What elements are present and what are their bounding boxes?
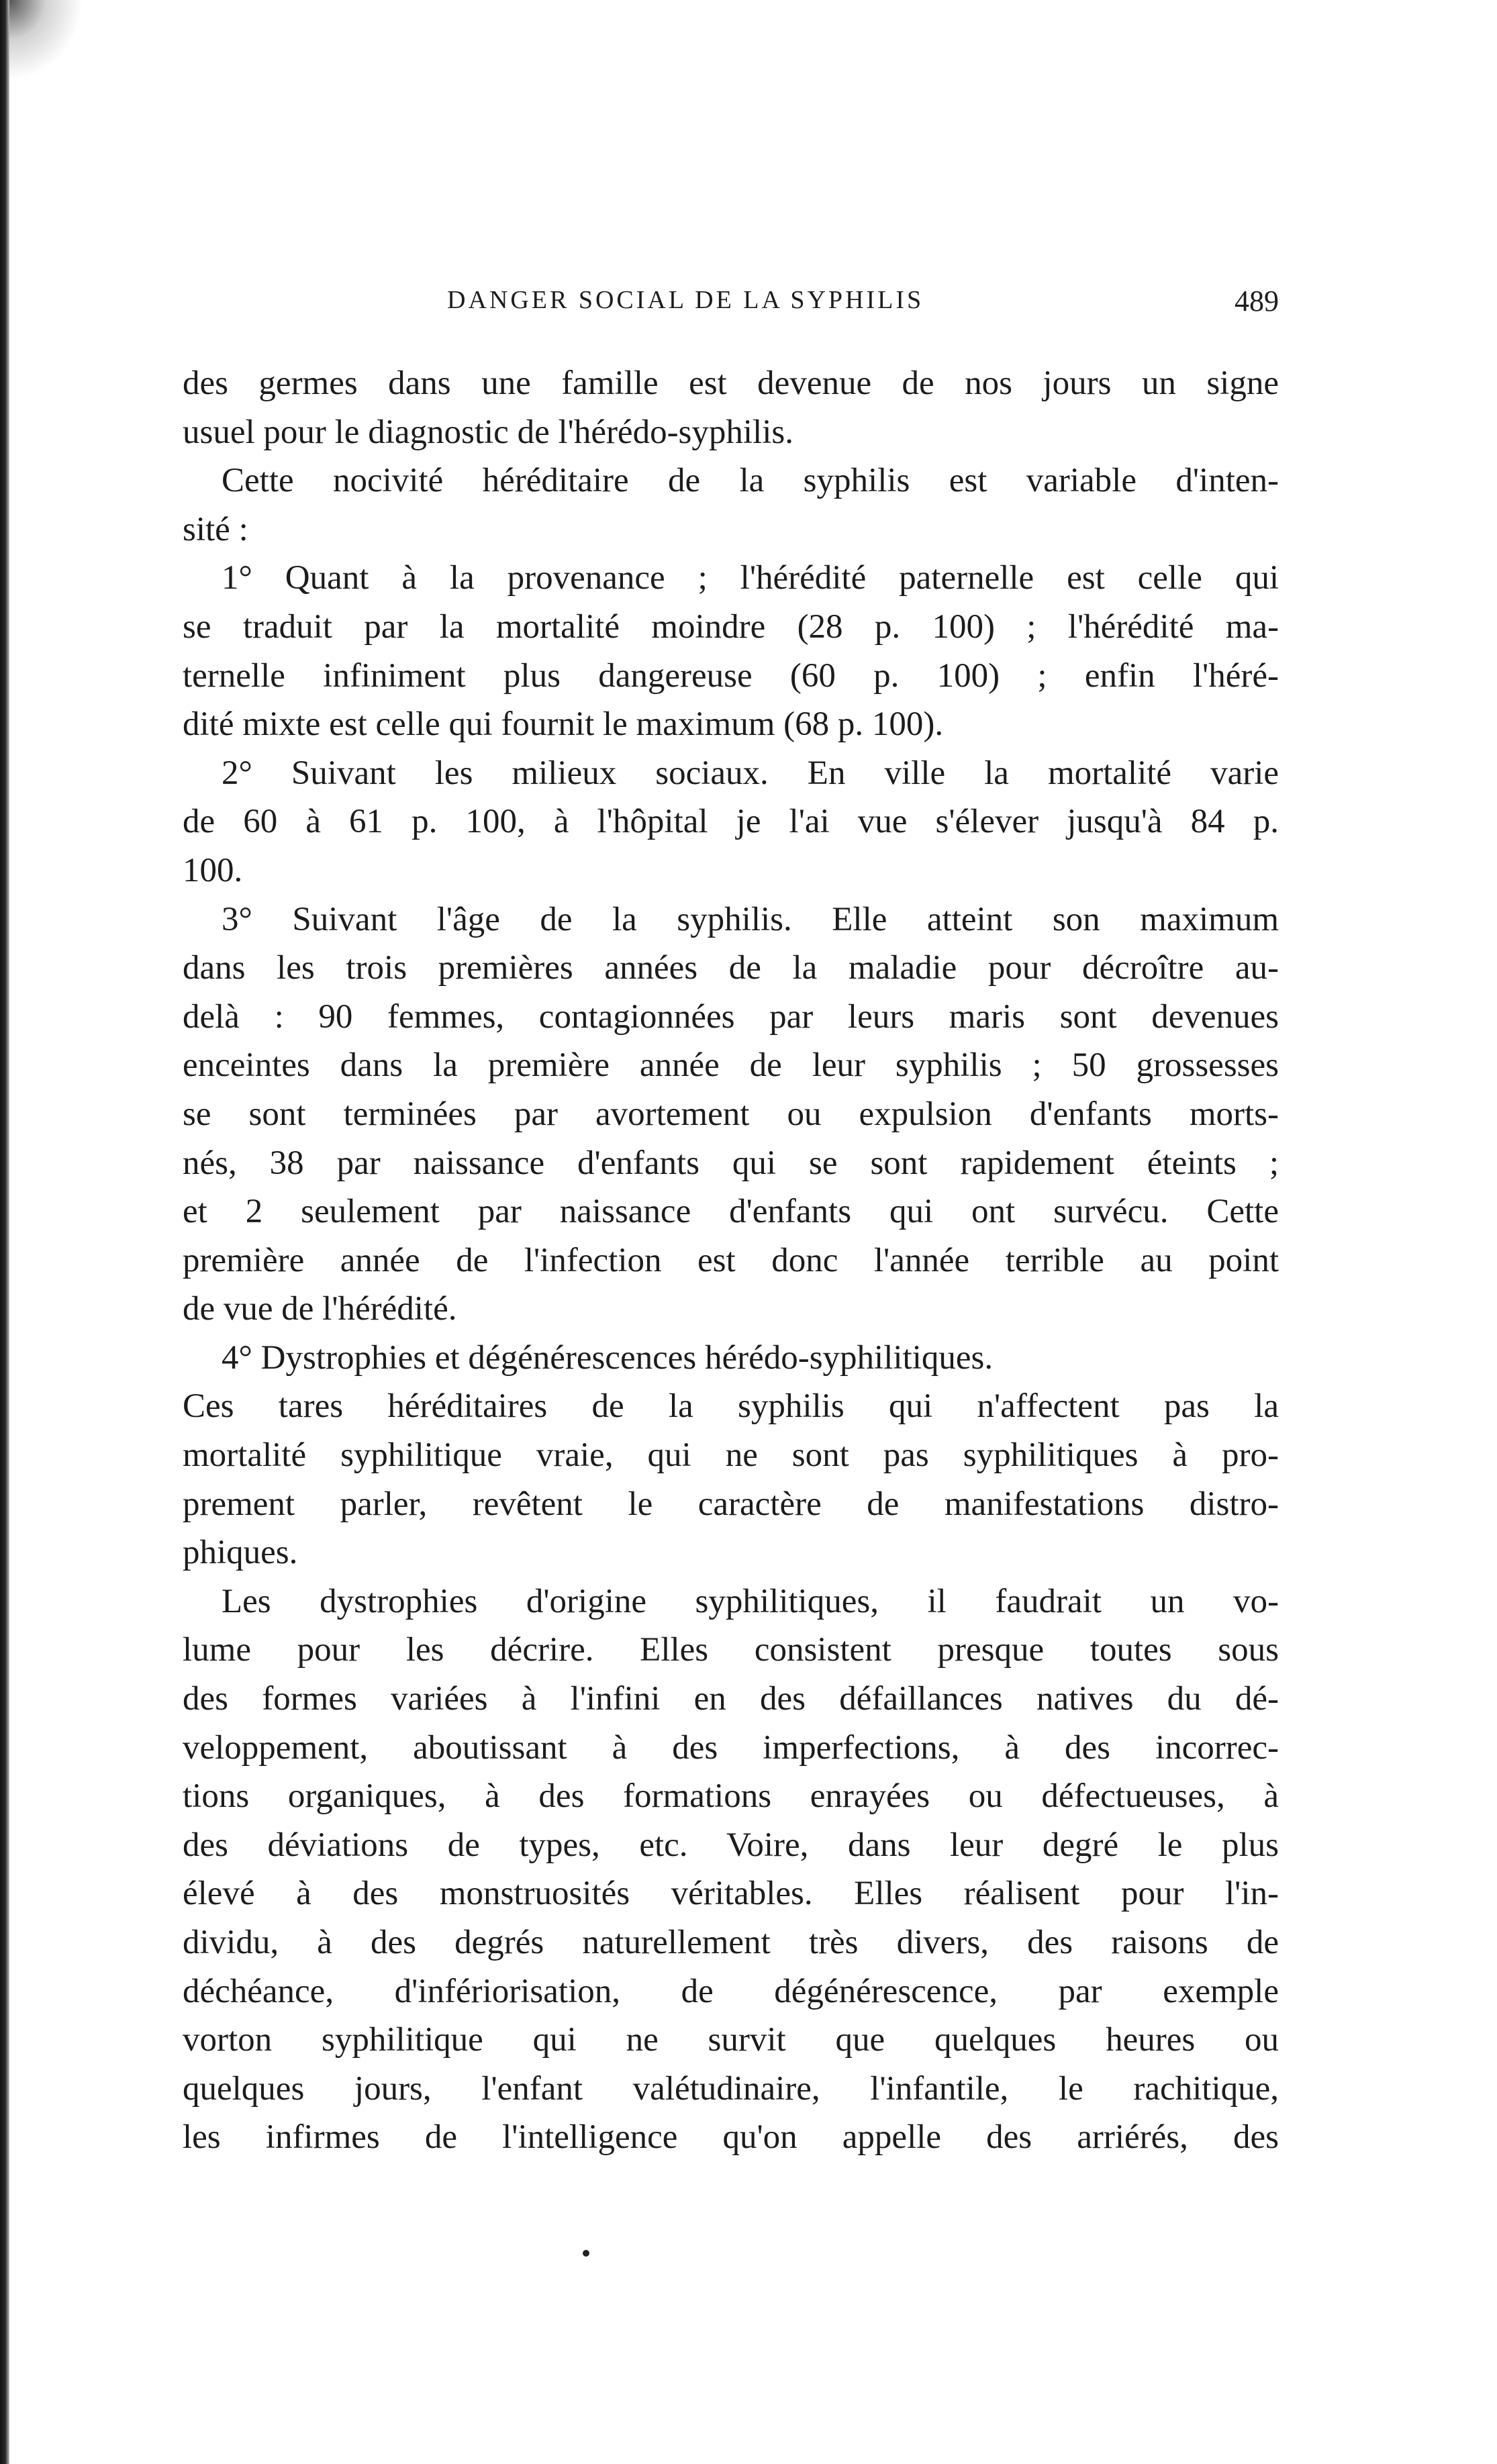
text-line: Ces tares héréditaires de la syphilis qui n'affectent pas la [183, 1387, 1279, 1426]
text-line: mortalité syphilitique vraie, qui ne sont pas syphilitiques à pro- [183, 1436, 1279, 1475]
text-line: 2° Suivant les milieux sociaux. En ville la mortalité varie [222, 754, 1279, 792]
text-line: les infirmes de l'intelligence qu'on appelle des arriérés, des [183, 2118, 1279, 2157]
text-line: quelques jours, l'enfant valétudinaire, l'infantile, le rachitique, [183, 2069, 1279, 2108]
text-line: des déviations de types, etc. Voire, dans leur degré le plus [183, 1826, 1279, 1864]
page-header [183, 285, 1279, 326]
text-line: de vue de l'hérédité. [183, 1290, 457, 1328]
text-line: de 60 à 61 p. 100, à l'hôpital je l'ai vue s'élever jusqu'à 84 p. [183, 803, 1279, 841]
text-line: et 2 seulement par naissance d'enfants qui ont survécu. Cette [183, 1193, 1279, 1231]
printer-mark-dot [583, 2250, 589, 2257]
text-line: 1° Quant à la provenance ; l'hérédité paternelle est celle qui [222, 559, 1279, 597]
text-line: 4° Dystrophies et dégénérescences hérédo-syphilitiques. [222, 1338, 994, 1377]
text-line: enceintes dans la première année de leur syphilis ; 50 grossesses [183, 1046, 1279, 1085]
text-line: lume pour les décrire. Elles consistent presque toutes sous [183, 1631, 1279, 1669]
text-line: delà : 90 femmes, contagionnées par leurs maris sont devenues [183, 997, 1279, 1036]
text-line: Les dystrophies d'origine syphilitiques, il faudrait un vo- [222, 1582, 1279, 1620]
text-line: tions organiques, à des formations enrayées ou défectueuses, à [183, 1777, 1279, 1816]
text-line: phiques. [183, 1534, 298, 1572]
text-line: 100. [183, 851, 243, 889]
text-line: dividu, à des degrés naturellement très divers, des raisons de [183, 1924, 1279, 1961]
text-line: veloppement, aboutissant à des imperfections, à des incorrec- [183, 1728, 1279, 1767]
text-line: nés, 38 par naissance d'enfants qui se sont rapidement éteints ; [183, 1144, 1279, 1182]
running-title: DANGER SOCIAL DE LA SYPHILIS [447, 286, 924, 314]
text-line: se traduit par la mortalité moindre (28 p. 100) ; l'hérédité ma- [183, 607, 1279, 646]
text-line: dité mixte est celle qui fournit le maximum (68 p. 100). [183, 705, 944, 744]
text-line: dans les trois premières années de la maladie pour décroître au- [183, 949, 1279, 987]
page-number: 489 [1235, 285, 1279, 317]
text-line: déchéance, d'infériorisation, de dégénérescence, par exemple [183, 1972, 1279, 2010]
text-line: ternelle infiniment plus dangereuse (60 p. 100) ; enfin l'héré- [183, 656, 1279, 695]
text-line: vorton syphilitique qui ne survit que quelques heures ou [183, 2021, 1279, 2059]
page-binding-edge [0, 0, 9, 2464]
text-line: 3° Suivant l'âge de la syphilis. Elle atteint son maximum [222, 900, 1279, 938]
text-line: sité : [183, 510, 248, 548]
text-line: élevé à des monstruosités véritables. Elles réalisent pour l'in- [183, 1875, 1279, 1913]
text-line: prement parler, revêtent le caractère de manifestations distro- [183, 1485, 1279, 1523]
text-line: Cette nocivité héréditaire de la syphilis est variable d'inten- [222, 462, 1279, 500]
text-line: des germes dans une famille est devenue de nos jours un signe [183, 364, 1279, 402]
text-line: se sont terminées par avortement ou expulsion d'enfants morts- [183, 1095, 1279, 1133]
scan-smudge [9, 0, 83, 81]
text-line: première année de l'infection est donc l'année terrible au point [183, 1241, 1279, 1279]
text-line: des formes variées à l'infini en des défaillances natives du dé- [183, 1680, 1279, 1718]
text-line: usuel pour le diagnostic de l'hérédo-syphilis. [183, 413, 794, 451]
body-text [183, 359, 1279, 2162]
